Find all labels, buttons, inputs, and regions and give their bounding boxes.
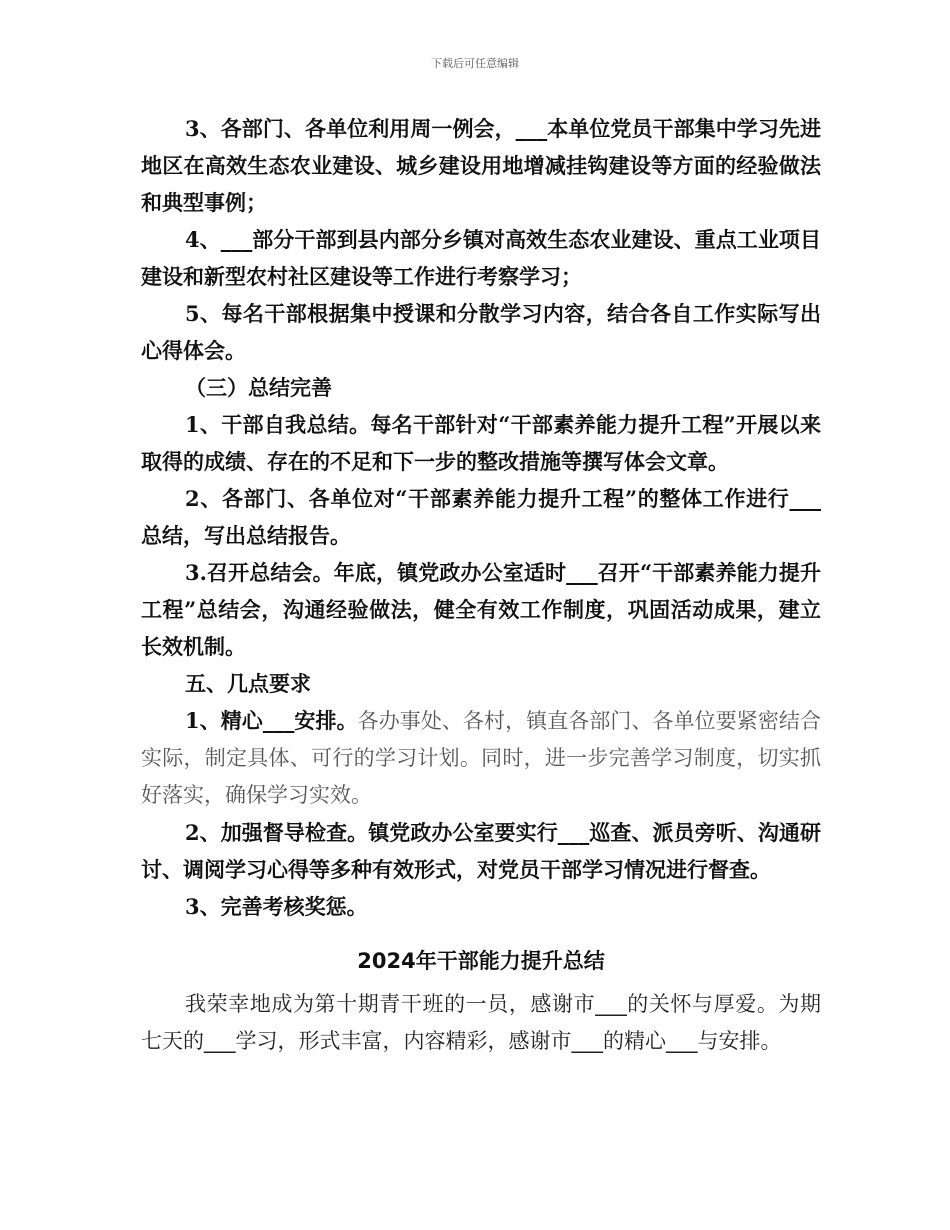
section-heading-summary: （三）总结完善 xyxy=(185,375,332,400)
document-body xyxy=(141,110,821,1060)
paragraph-summary-meeting: 3.召开总结会。年底，镇党政办公室适时___召开“干部素养能力提升工程”总结会，沟通经验做法，健全有效工作制度，巩固活动成果，建立长效机制。 xyxy=(141,560,821,659)
paragraph-item-4: 4、___部分干部到县内部分乡镇对高效生态农业建设、重点工业项目建设和新型农村社区建设等工作进行考察学习； xyxy=(141,227,821,289)
requirement-3: 3、完善考核奖惩。 xyxy=(185,894,368,919)
paragraph-item-3: 3、各部门、各单位利用周一例会，___本单位党员干部集中学习先进地区在高效生态农业建设、城乡建设用地增减挂钩建设等方面的经验做法和典型事例； xyxy=(141,116,821,215)
requirement-1-text: 各办事处、各村，镇直各部门、各单位要紧密结合实际，制定具体、可行的学习计划。同时，进一步完善学习制度，切实抓好落实，确保学习实效。 xyxy=(141,709,821,807)
second-document-title: 2024年干部能力提升总结 xyxy=(357,949,605,973)
section-heading-requirements: 五、几点要求 xyxy=(185,671,311,696)
requirement-1-lead: 1、精心___安排。 xyxy=(185,708,358,733)
page-header-note: 下载后可任意编辑 xyxy=(431,57,519,70)
second-document-paragraph: 我荣幸地成为第十期青干班的一员，感谢市___的关怀与厚爱。为期七天的___学习，形式丰富，内容精彩，感谢市___的精心___与安排。 xyxy=(141,992,821,1053)
paragraph-unit-summary: 2、各部门、各单位对“干部素养能力提升工程”的整体工作进行___总结，写出总结报告。 xyxy=(141,486,821,548)
requirement-2: 2、加强督导检查。镇党政办公室要实行___巡查、派员旁听、沟通研讨、调阅学习心得等多种有效形式，对党员干部学习情况进行督查。 xyxy=(141,820,821,882)
paragraph-item-5: 5、每名干部根据集中授课和分散学习内容，结合各自工作实际写出心得体会。 xyxy=(141,301,821,363)
paragraph-self-summary: 1、干部自我总结。每名干部针对“干部素养能力提升工程”开展以来取得的成绩、存在的不足和下一步的整改措施等撰写体会文章。 xyxy=(141,412,821,474)
requirement-1 xyxy=(141,702,821,814)
